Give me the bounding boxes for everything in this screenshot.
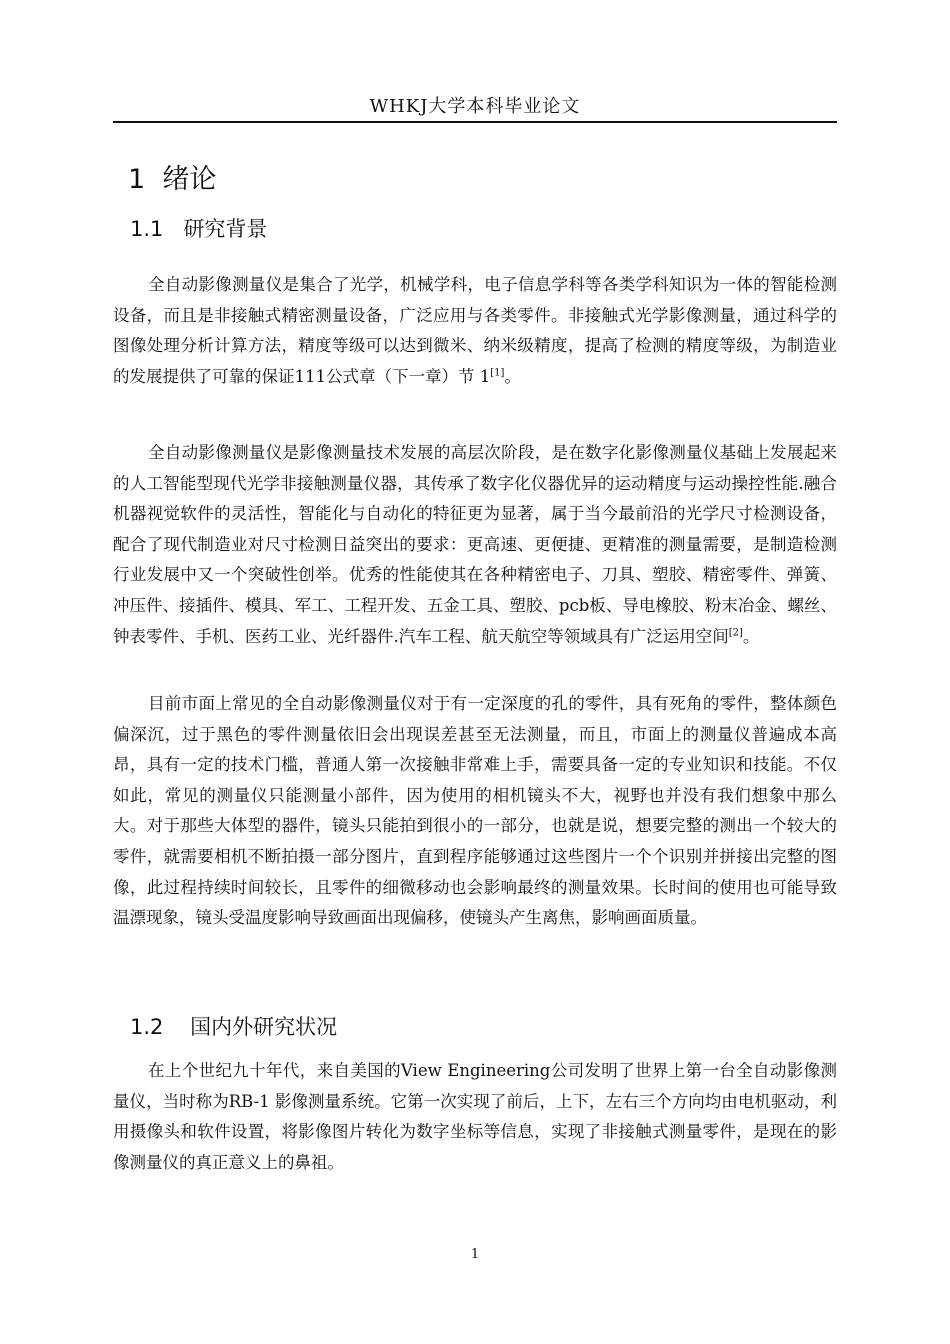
- paragraph-tail: 。: [742, 626, 760, 646]
- body-paragraph: [113, 438, 837, 652]
- citation-ref: [1]: [490, 367, 505, 379]
- chapter-title: 1 绪论: [128, 164, 217, 195]
- page-number: 1: [470, 1247, 480, 1262]
- paragraph-text: 全自动影像测量仪是集合了光学，机械学科，电子信息学科等各类学科知识为一体的智能检测设备，而且是非接触式精密测量设备，广泛应用与各类零件。非接触式光学影像测量，通过科学的图像处理分析计算方法，精度等级可以达到微米、纳米级精度，提高了检测的精度等级，为制造业的发展提供了可靠的保证111公式章（下一章）节 1: [113, 275, 837, 386]
- paragraph-text: 在上个世纪九十年代，来自美国的View Engineering公司发明了世界上第一台全自动影像测量仪，当时称为RB-1 影像测量系统。它第一次实现了前后，上下，左右三个方向均由电机驱动，利用摄像头和软件设置，将影像图片转化为数字坐标等信息，实现了非接触式测量零件，是现在的影像测量仪的真正意义上的鼻祖。: [113, 1061, 837, 1172]
- section-heading-research-status: 1.2 国内外研究状况: [130, 1015, 338, 1039]
- body-paragraph: [113, 689, 837, 934]
- header-rule: [113, 121, 837, 123]
- paragraph-text: 目前市面上常见的全自动影像测量仪对于有一定深度的孔的零件，具有死角的零件，整体颜色偏深沉，过于黑色的零件测量依旧会出现误差甚至无法测量，而且，市面上的测量仪普遍成本高昂，具有一定的技术门槛，普通人第一次接触非常难上手，需要具备一定的专业知识和技能。不仅如此，常见的测量仪只能测量小部件，因为使用的相机镜头不大，视野也并没有我们想象中那么大。对于那些大体型的器件，镜头只能拍到很小的一部分，也就是说，想要完整的测出一个较大的零件，就需要相机不断拍摄一部分图片，直到程序能够通过这些图片一个个识别并拼接出完整的图像，此过程持续时间较长，且零件的细微移动也会影响最终的测量效果。长时间的使用也可能导致温漂现象，镜头受温度影响导致画面出现偏移，使镜头产生离焦，影响画面质量。: [113, 694, 837, 928]
- paragraph-text: 全自动影像测量仪是影像测量技术发展的高层次阶段，是在数字化影像测量仪基础上发展起来的人工智能型现代光学非接触测量仪器，其传承了数字化仪器优异的运动精度与运动操控性能.融合机器视觉软件的灵活性，智能化与自动化的特征更为显著，属于当今最前沿的光学尺寸检测设备，配合了现代制造业对尺寸检测日益突出的要求：更高速、更便捷、更精准的测量需要，是制造检测行业发展中又一个突破性创举。优秀的性能使其在各种精密电子、刀具、塑胶、精密零件、弹簧、冲压件、接插件、模具、军工、工程开发、五金工具、塑胶、pcb板、导电橡胶、粉末冶金、螺丝、钟表零件、手机、医药工业、光纤器件.汽车工程、航天航空等领域具有广泛运用空间: [113, 443, 837, 646]
- citation-ref: [2]: [728, 627, 743, 639]
- body-paragraph: [113, 1056, 837, 1178]
- running-header: WHKJ大学本科毕业论文: [369, 96, 581, 117]
- paragraph-tail: 。: [504, 366, 521, 386]
- body-paragraph: [113, 270, 837, 392]
- section-heading-background: 1.1 研究背景: [130, 217, 268, 241]
